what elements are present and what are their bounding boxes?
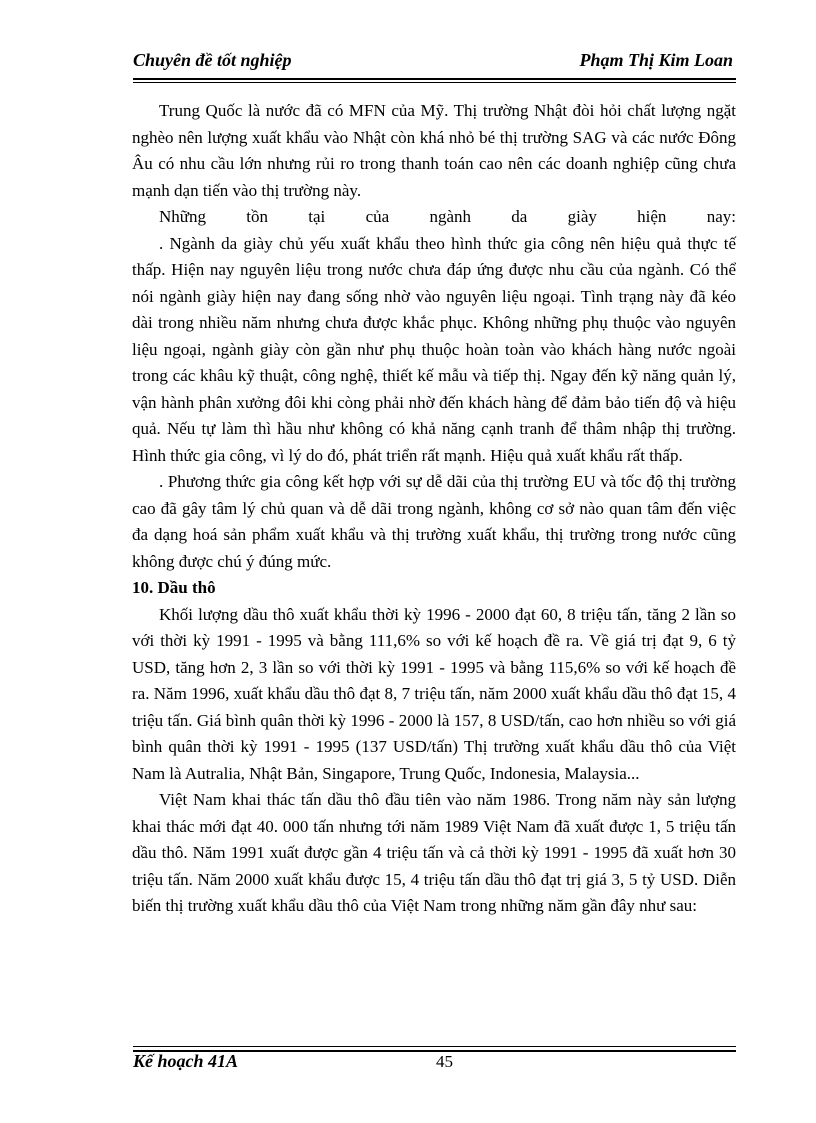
header-rule — [133, 78, 736, 80]
paragraph-issue-2: . Phương thức gia công kết hợp với sự dễ dãi của thị trường EU và tốc độ thị trường cao đã gây tâm lý chủ quan và dễ dãi trong ngành, không cơ sở nào quan tâm đến việc đa dạng hoá sản phẩm xuất khẩu và thị trường xuất khẩu, thị trường trong nước cũng không được chú ý đúng mức. — [132, 472, 736, 571]
page-body — [132, 98, 736, 920]
header-title: Chuyên đề tốt nghiệp — [133, 50, 292, 70]
paragraph-crude-oil-volume: Khối lượng dầu thô xuất khẩu thời kỳ 1996 - 2000 đạt 60, 8 triệu tấn, tăng 2 lần so với thời kỳ 1991 - 1995 và bằng 111,6% so với kế hoạch đề ra. Về giá trị đạt 9, 6 tỷ USD, tăng hơn 2, 3 lần so với thời kỳ 1991 - 1995 và bằng 115,6% so với kế hoạch đề ra. Năm 1996, xuất khẩu dầu thô đạt 8, 7 triệu tấn, năm 2000 xuất khẩu dầu thô đạt 15, 4 triệu tấn. Giá bình quân thời kỳ 1996 - 2000 là 157, 8 USD/tấn, cao hơn nhiều so với giá bình quân thời kỳ 1991 - 1995 (137 USD/tấn) Thị trường xuất khẩu dầu thô của Việt Nam là Autralia, Nhật Bản, Singapore, Trung Quốc, Indonesia, Malaysia... — [132, 604, 736, 783]
paragraph-continuation: Trung Quốc là nước đã có MFN của Mỹ. Thị trường Nhật đòi hỏi chất lượng ngặt nghèo nên lượng xuất khẩu vào Nhật còn khá nhỏ bé thị trường SAG và các nước Đông Âu có nhu cầu lớn nhưng rủi ro trong thanh toán cao nên các doanh nghiệp cũng chưa mạnh dạn tiến vào thị trường này. — [132, 101, 736, 200]
footer-rule-thin — [133, 1046, 736, 1047]
paragraph-issues-intro: Những tồn tại của ngành da giày hiện nay: — [159, 207, 736, 226]
header-author: Phạm Thị Kim Loan — [579, 50, 733, 70]
paragraph-issue-1: . Ngành da giày chủ yếu xuất khẩu theo hình thức gia công nên hiệu quả thực tế thấp. Hiện nay nguyên liệu trong nước chưa đáp ứng được nhu cầu của ngành. Có thể nói ngành giày hiện nay đang sống nhờ vào nguyên liệu ngoại. Tình trạng này đã kéo dài trong nhiều năm nhưng chưa được khắc phục. Không những phụ thuộc vào nguyên liệu ngoại, ngành giày còn gần như phụ thuộc hoàn toàn vào khách hàng nước ngoài trong các khâu kỹ thuật, công nghệ, thiết kế mẫu và tiếp thị. Ngay đến kỹ năng quản lý, vận hành phân xưởng đôi khi còng phải nhờ đến khách hàng để đảm bảo tiến độ và hiệu quả. Nếu tự làm thì hầu như không có khả năng cạnh tranh để thâm nhập thị trường. Hình thức gia công, vì lý do đó, phát triển rất mạnh. Hiệu quả xuất khẩu rất thấp. — [132, 233, 736, 465]
section-heading: 10. Dầu thô — [132, 578, 216, 597]
page-number: 45 — [436, 1052, 453, 1071]
footer-class: Kế hoạch 41A — [133, 1051, 239, 1071]
paragraph-crude-oil-history: Việt Nam khai thác tấn dầu thô đầu tiên vào năm 1986. Trong năm này sản lượng khai thác mới đạt 40. 000 tấn nhưng tới năm 1989 Việt Nam đã xuất được 1, 5 triệu tấn dầu thô. Năm 1991 xuất được gần 4 triệu tấn và cả thời kỳ 1991 - 1995 đã xuất hơn 30 triệu tấn. Năm 2000 xuất khẩu được 15, 4 triệu tấn dầu thô đạt trị giá 3, 5 tỷ USD. Diễn biến thị trường xuất khẩu dầu thô của Việt Nam trong những năm gần đây như sau: — [132, 790, 736, 915]
header-rule-thin — [133, 82, 736, 83]
page-header — [133, 50, 733, 76]
